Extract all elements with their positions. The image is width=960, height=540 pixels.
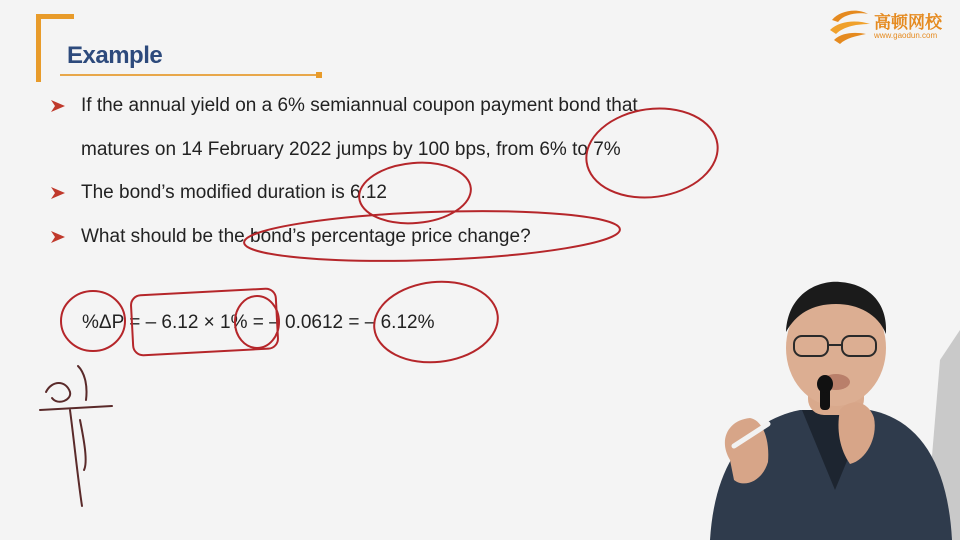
bullet-text: What should be the bond’s percentage price change?: [81, 226, 531, 247]
title-bracket-horizontal: [36, 14, 74, 19]
bullet-text-continuation: matures on 14 February 2022 jumps by 100 bps, from 6% to 7%: [81, 139, 621, 160]
title-underline-dot: [316, 72, 322, 78]
arrow-bullet-icon: [50, 98, 66, 114]
gaodun-logo: [828, 6, 958, 46]
arrow-bullet-icon: [50, 229, 66, 245]
bullet-text: The bond’s modified duration is 6.12: [81, 182, 387, 203]
bullet-text: If the annual yield on a 6% semiannual coupon payment bond that: [81, 95, 638, 116]
swirl-logo-icon: [828, 6, 872, 46]
arrow-bullet-icon: [50, 185, 66, 201]
title-bracket-vertical: [36, 14, 41, 82]
ink-scribble: [40, 366, 112, 506]
title-underline: [60, 74, 320, 76]
formula-line: %ΔP = – 6.12 × 1% = – 0.0612 = – 6.12%: [82, 312, 435, 333]
logo-text: 高顿网校: [874, 13, 942, 33]
slide-title: Example: [67, 42, 163, 69]
logo-url: www.gaodun.com: [874, 31, 938, 40]
presenter-figure: [690, 270, 960, 540]
